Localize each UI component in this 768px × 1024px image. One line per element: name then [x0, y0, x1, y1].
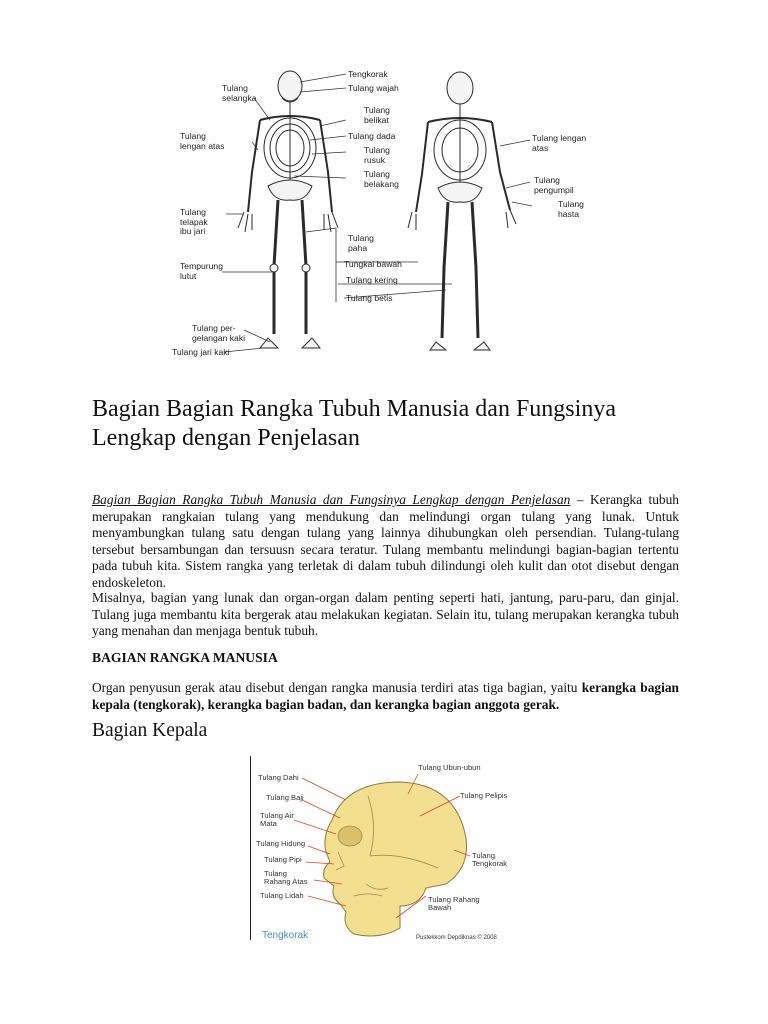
paragraph-parts: [92, 680, 679, 713]
label-tulang-pengumpil: Tulang pengumpil: [534, 175, 574, 195]
paragraph-organs: Misalnya, bagian yang lunak dan organ-organ dalam penting seperti hati, jantung, paru-paru, dan ginjal. Tulang juga membantu kita bergerak atau melakukan kegiatan. Selain itu, tulang merupakan kerangka tubuh yang menahan dan menjaga bentuk tubuh.: [92, 590, 679, 639]
label-tulang-rahang-atas: Tulang Rahang Atas: [264, 869, 308, 887]
label-tulang-hidung: Tulang Hidung: [256, 839, 306, 848]
paragraph-intro: [92, 492, 679, 592]
label-tulang-belikat: Tulang belikat: [364, 105, 390, 125]
label-tulang-belakang: Tulang belakang: [364, 169, 399, 189]
label-tulang-jari-kaki: Tulang jari kaki: [172, 347, 230, 357]
skull-illustration: [250, 756, 522, 944]
label-tungkai-bawah: Tungkai bawah: [344, 259, 402, 269]
skeleton-figure: [160, 62, 610, 362]
label-tulang-air-mata: Tulang Air Mata: [260, 811, 294, 829]
label-tulang-hasta: Tulang hasta: [558, 199, 584, 219]
label-tulang-kering: Tulang kering: [346, 275, 398, 285]
paragraph-parts-bold: kerangka bagian kepala (tengkorak), kerangka bagian badan, dan kerangka bagian anggota gerak.: [92, 680, 679, 712]
label-tulang-selangka: Tulang selangka: [222, 83, 257, 103]
label-tulang-lidah: Tulang Lidah: [260, 891, 304, 900]
label-tulang-dahi: Tulang Dahi: [258, 773, 299, 782]
label-tulang-baji: Tulang Baji: [266, 793, 304, 802]
label-tulang-lengan-atas-back: Tulang lengan atas: [532, 133, 587, 153]
label-tulang-betis: Tulang betis: [346, 293, 393, 303]
section-heading: BAGIAN RANGKA MANUSIA: [92, 650, 278, 665]
label-tengkorak: Tengkorak: [348, 69, 388, 79]
label-tulang-dada: Tulang dada: [348, 131, 396, 141]
page-title: Bagian Bagian Rangka Tubuh Manusia dan Fungsinya Lengkap dengan Penjelasan: [92, 396, 616, 451]
figure-caption: Tengkorak: [262, 930, 309, 941]
label-tulang-pergelangan-kaki: Tulang per- gelangan kaki: [192, 323, 246, 343]
label-tulang-lengan-atas: Tulang lengan atas: [180, 131, 225, 151]
label-tulang-pelipis: Tulang Pelipis: [460, 791, 508, 800]
figure-credit: Pustekkom Depdiknas © 2008: [416, 935, 497, 941]
label-tulang-pipi: Tulang Pipi: [264, 855, 302, 864]
title-reference: Bagian Bagian Rangka Tubuh Manusia dan Fungsinya Lengkap dengan Penjelasan: [92, 492, 571, 507]
label-tulang-tengkorak: Tulang Tengkorak: [472, 851, 508, 869]
label-tulang-wajah: Tulang wajah: [348, 83, 399, 93]
label-tulang-rahang-bawah: Tulang Rahang Bawah: [428, 895, 480, 913]
label-tulang-telapak-ibu-jari: Tulang telapak ibu jari: [180, 207, 208, 236]
skull-figure: [250, 756, 522, 944]
label-tulang-paha: Tulang paha: [348, 233, 374, 253]
label-tulang-ubun-ubun: Tulang Ubun-ubun: [418, 763, 481, 772]
label-tulang-rusuk: Tulang rusuk: [364, 145, 390, 165]
paragraph-parts-text: Organ penyusun gerak atau disebut dengan rangka manusia terdiri atas tiga bagian, yaitu: [92, 680, 582, 695]
label-tempurung-lutut: Tempurung lutut: [180, 261, 223, 281]
subheading-bagian-kepala: Bagian Kepala: [92, 720, 208, 741]
paragraph-intro-text: – Kerangka tubuh merupakan rangkaian tulang yang mendukung dan melindungi organ tulang yang lunak. Untuk menyambungkan tulang satu dengan tulang yang lainnya dihubungkan oleh persendian. Tulang-tulang tersebut bersambungan dan tersuusn secara teratur. Tulang membantu melindungi bagian-bagian tertentu pada tubuh kita. Sistem rangka yang terletak di dalam tubuh dilindungi oleh kulit dan otot disebut dengan endoskeleton.: [92, 492, 680, 590]
